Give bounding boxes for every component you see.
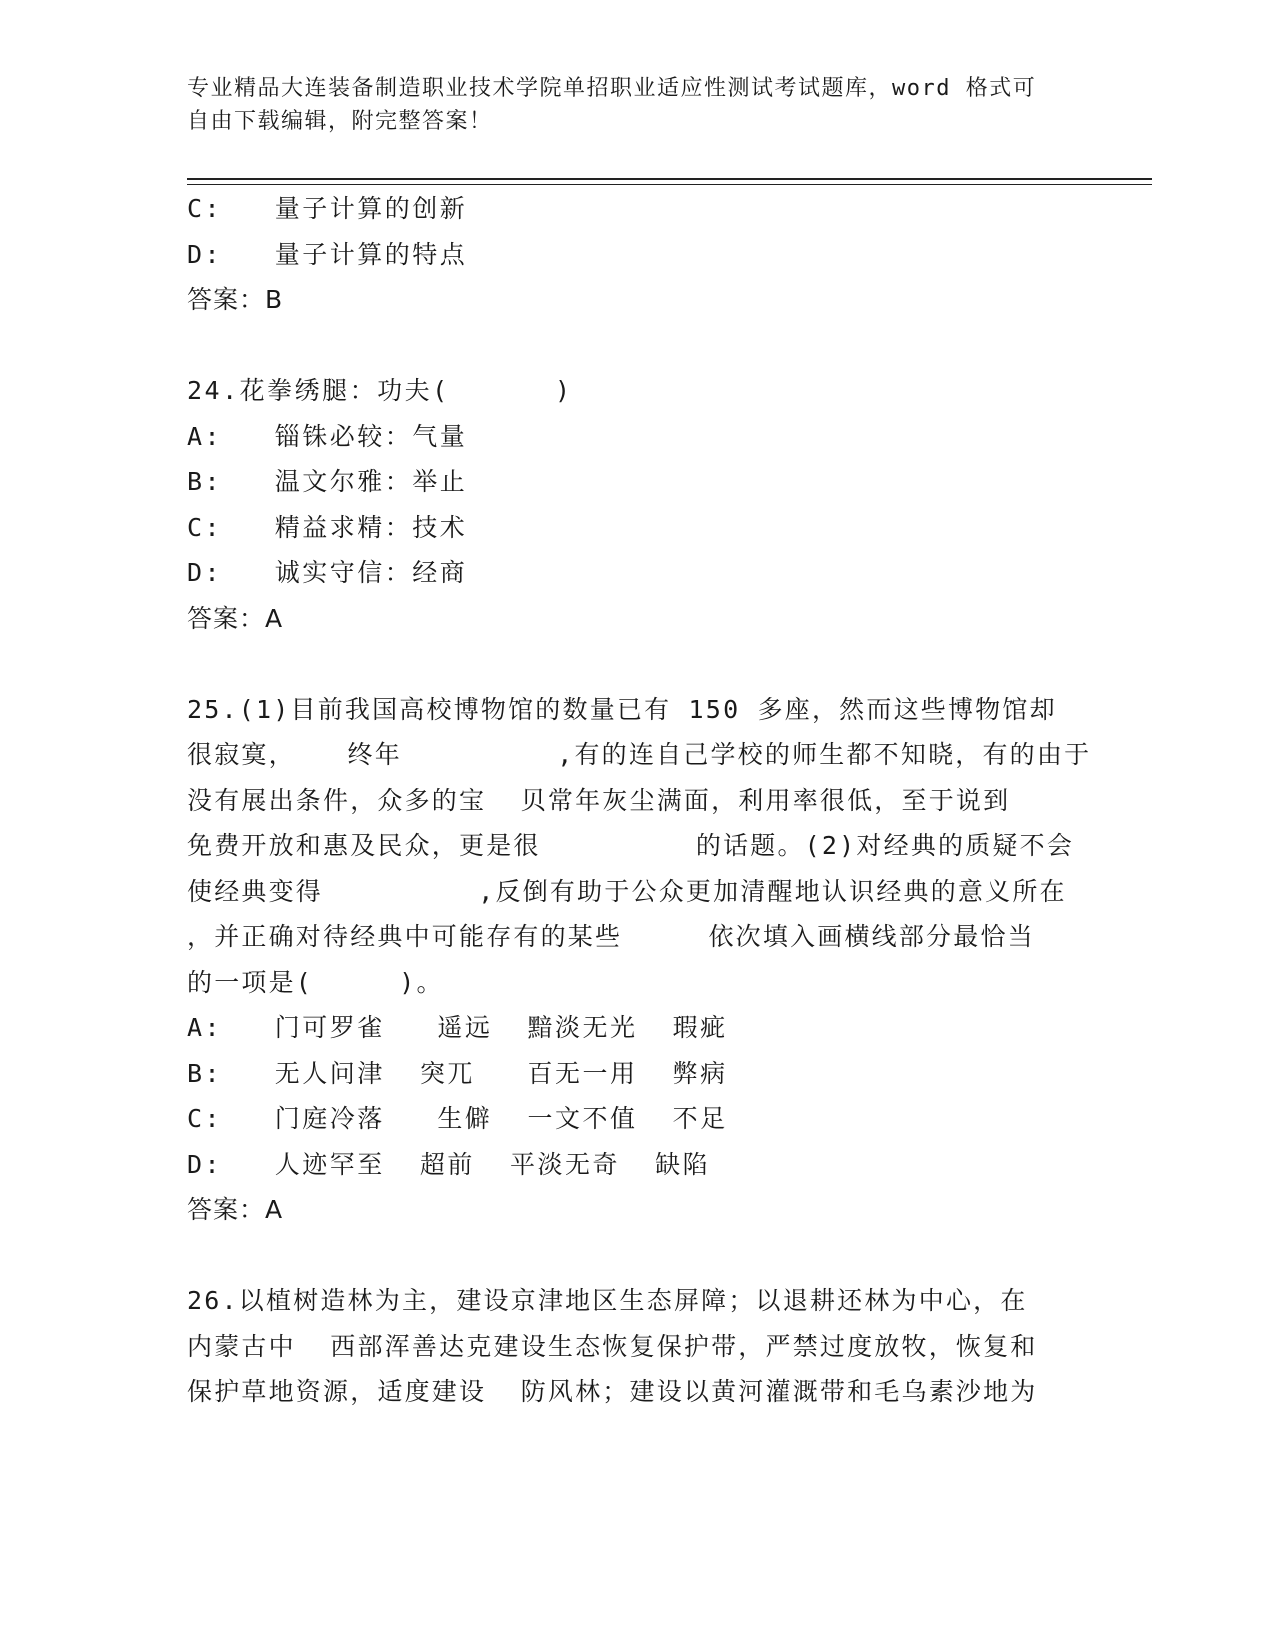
spacer — [187, 323, 1087, 369]
q24-option-c: C: 精益求精：技术 — [187, 512, 468, 542]
q25-stem-line: 的一项是( )。 — [187, 967, 444, 997]
q25-stem-line: 没有展出条件，众多的宝 贝常年灰尘满面，利用率很低，至于说到 — [187, 785, 1011, 815]
q25-stem-line: 免费开放和惠及民众，更是很 的话题。(2)对经典的质疑不会 — [187, 831, 1075, 860]
question-25 — [187, 687, 1092, 1233]
q25-stem-line: 使经典变得 ,反倒有助于公众更加清醒地认识经典的意义所在 — [187, 876, 1067, 906]
q25-stem — [187, 687, 1092, 1006]
q25-option-a: A: 门可罗雀 遥远 黯淡无光 瑕疵 — [187, 1013, 728, 1042]
page-header — [187, 72, 1067, 138]
question-24 — [187, 368, 1087, 641]
q25-option-d: D: 人迹罕至 超前 平淡无奇 缺陷 — [187, 1149, 711, 1179]
spacer — [187, 1233, 1087, 1279]
q24-option-a: A: 锱铢必较：气量 — [187, 421, 468, 451]
question-26 — [187, 1278, 1087, 1415]
question-content — [187, 186, 1092, 1415]
q24-answer: 答案：A — [187, 603, 284, 633]
q26-stem-line: 内蒙古中 西部浑善达克建设生态恢复保护带，严禁过度放牧，恢复和 — [187, 1331, 1038, 1361]
header-line-1: 专业精品大连装备制造职业技术学院单招职业适应性测试考试题库，word 格式可 — [187, 76, 1037, 101]
q25-stem-line: 很寂寞， 终年 ,有的连自己学校的师生都不知晓，有的由于 — [187, 740, 1092, 769]
q25-answer: 答案：A — [187, 1195, 284, 1224]
q23-answer: 答案：B — [187, 285, 284, 314]
q23-option-d: D: 量子计算的特点 — [187, 239, 468, 269]
q25-option-b: B: 无人问津 突兀 百无一用 弊病 — [187, 1058, 728, 1088]
spacer — [187, 641, 1087, 687]
q24-option-d: D: 诚实守信：经商 — [187, 558, 468, 587]
q23-option-c: C: 量子计算的创新 — [187, 194, 468, 223]
header-rule-thick — [187, 178, 1152, 180]
header-rule-thin — [187, 184, 1152, 185]
q26-stem-line: 保护草地资源，适度建设 防风林；建设以黄河灌溉带和毛乌素沙地为 — [187, 1377, 1038, 1406]
q24-option-b: B: 温文尔雅：举止 — [187, 467, 468, 496]
header-line-2: 自由下载编辑，附完整答案！ — [187, 109, 493, 134]
q25-stem-line: ，并正确对待经典中可能存有的某些 依次填入画横线部分最恰当 — [187, 922, 1035, 951]
q24-stem: 24.花拳绣腿：功夫( ) — [187, 376, 573, 405]
question-23-tail — [187, 186, 1087, 323]
q26-stem-line: 26.以植树造林为主，建设京津地区生态屏障；以退耕还林为中心，在 — [187, 1286, 1028, 1315]
q25-stem-line: 25.(1)目前我国高校博物馆的数量已有 150 多座，然而这些博物馆却 — [187, 694, 1057, 724]
q25-option-c: C: 门庭冷落 生僻 一文不值 不足 — [187, 1104, 728, 1133]
